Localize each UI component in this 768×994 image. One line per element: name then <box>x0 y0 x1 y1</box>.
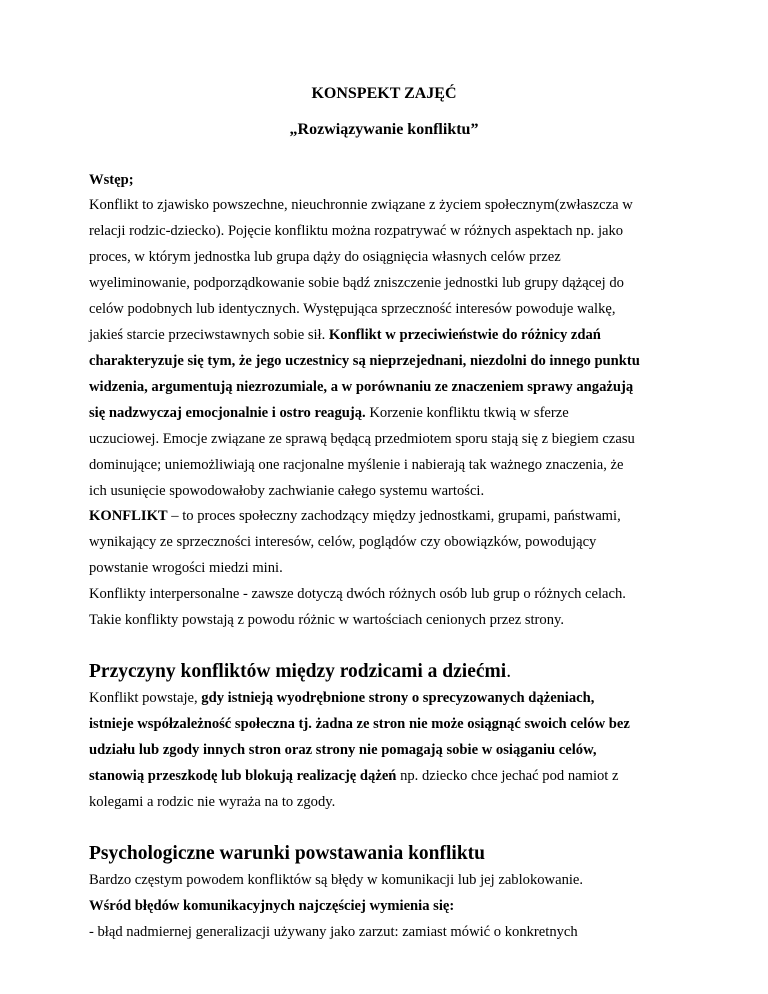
intro-line-6-regular: jakieś starcie przeciwstawnych sobie sił. <box>89 327 329 343</box>
intro-line-6-bold: Konflikt w przeciwieństwie do różnicy zdań <box>328 327 601 343</box>
section-1-heading-text: Przyczyny konfliktów między rodzicami a dziećmi <box>89 661 507 682</box>
intro-line-4: wyeliminowanie, podporządkowanie sobie bądź zniszczenie jednostki lub grupy dążącej do <box>89 275 624 291</box>
intro-line-9-bold: się nadzwyczaj emocjonalnie i ostro reagują. <box>89 405 366 421</box>
intro-line-14: wynikający ze sprzeczności interesów, celów, poglądów czy obowiązków, powodujący <box>89 534 597 550</box>
intro-line-6 <box>89 326 601 344</box>
intro-line-8: widzenia, argumentują niezrozumiale, a w porównaniu ze znaczeniem sprawy angażują <box>89 379 634 395</box>
section-1-line-4-bold: stanowią przeszkodę lub blokują realizację dążeń <box>89 768 397 784</box>
konflikt-term: KONFLIKT <box>89 508 168 524</box>
intro-line-2: relacji rodzic-dziecko). Pojęcie konfliktu można rozpatrywać w różnych aspektach np. jako <box>89 223 624 239</box>
intro-line-13 <box>89 507 621 525</box>
intro-line-9 <box>89 404 569 422</box>
section-1-line-2: istnieje współzależność społeczna tj. żadna ze stron nie może osiągnąć swoich celów bez <box>89 716 630 732</box>
section-1-line-3: udziału lub zgody innych stron oraz strony nie pomagają sobie w osiąganiu celów, <box>89 742 597 758</box>
section-1-line-4-regular: np. dziecko chce jechać pod namiot z <box>396 768 619 784</box>
intro-line-10: uczuciowej. Emocje związane ze sprawą będącą przedmiotem sporu stają się z biegiem czasu <box>89 431 635 447</box>
section-2-line-3: - błąd nadmiernej generalizacji używany jako zarzut: zamiast mówić o konkretnych <box>89 924 578 940</box>
section-1-line-1-regular: Konflikt powstaje, <box>89 690 202 706</box>
section-1-line-4 <box>89 767 618 785</box>
section-2-line-2: Wśród błędów komunikacyjnych najczęściej wymienia się: <box>89 898 455 914</box>
section-1-line-1 <box>89 689 594 707</box>
section-1-heading <box>89 661 511 683</box>
section-1-line-5: kolegami a rodzic nie wyraża na to zgody. <box>89 794 336 810</box>
document-subtitle: „Rozwiązywanie konfliktu” <box>289 121 479 138</box>
section-2-line-1: Bardzo częstym powodem konfliktów są błędy w komunikacji lub jej zablokowanie. <box>89 872 584 888</box>
intro-line-7: charakteryzuje się tym, że jego uczestnicy są nieprzejednani, niezdolni do innego punktu <box>89 353 640 369</box>
intro-line-11: dominujące; uniemożliwiają one racjonalne myślenie i nabierają tak ważnego znaczenia, że <box>89 457 624 473</box>
intro-line-16: Konflikty interpersonalne - zawsze dotyczą dwóch różnych osób lub grup o różnych celach. <box>89 586 626 602</box>
intro-line-15: powstanie wrogości miedzi mini. <box>89 560 283 576</box>
intro-line-12: ich usunięcie spowodowałoby zachwianie całego systemu wartości. <box>89 483 485 499</box>
intro-line-5: celów podobnych lub identycznych. Występująca sprzeczność interesów powoduje walkę, <box>89 301 616 317</box>
intro-line-1: Konflikt to zjawisko powszechne, nieuchronnie związane z życiem społecznym(zwłaszcza w <box>89 197 633 213</box>
intro-line-9-regular: Korzenie konfliktu tkwią w sferze <box>365 405 569 421</box>
section-1-heading-tail: . <box>506 661 512 682</box>
intro-line-17: Takie konflikty powstają z powodu różnic w wartościach cenionych przez strony. <box>89 612 565 628</box>
konflikt-definition: – to proces społeczny zachodzący między jednostkami, grupami, państwami, <box>167 508 621 524</box>
section-1-line-1-bold: gdy istnieją wyodrębnione strony o sprecyzowanych dążeniach, <box>201 690 595 706</box>
intro-label: Wstęp; <box>89 172 134 188</box>
document-title: KONSPEKT ZAJĘĆ <box>311 85 457 102</box>
intro-line-3: proces, w którym jednostka lub grupa dąży do osiągnięcia własnych celów przez <box>89 249 561 265</box>
section-2-heading: Psychologiczne warunki powstawania konfliktu <box>89 843 486 864</box>
